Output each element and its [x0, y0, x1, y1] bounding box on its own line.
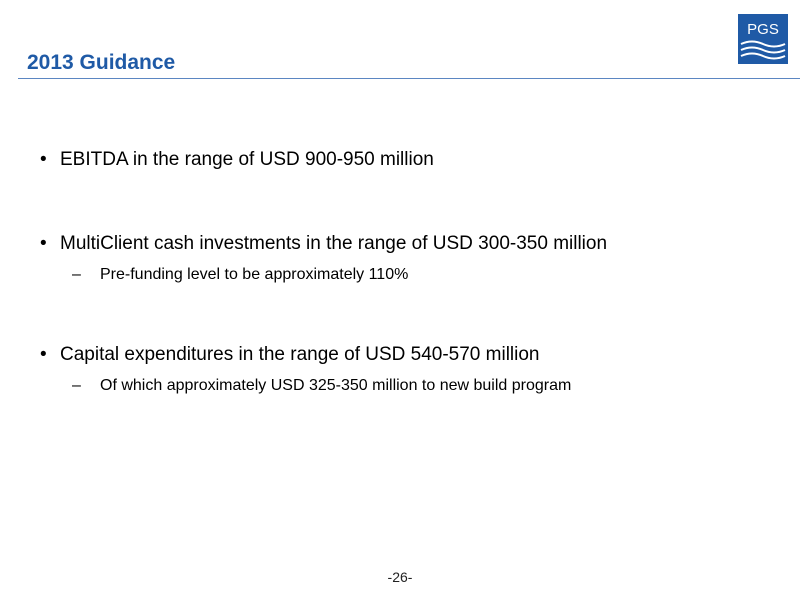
sub-bullet-text: Pre-funding level to be approximately 110% [100, 266, 409, 283]
bullet-ebitda [40, 148, 434, 172]
logo-text: PGS [747, 21, 779, 38]
dash-marker: – [72, 266, 81, 283]
page-number: -26- [387, 569, 413, 585]
bullet-text: MultiClient cash investments in the range of USD 300-350 million [60, 233, 608, 254]
title-divider [18, 78, 800, 79]
bullet-marker: • [40, 149, 47, 170]
bullet-marker: • [40, 344, 47, 365]
bullet-text: Capital expenditures in the range of USD 540-570 million [60, 344, 540, 365]
sub-bullet-prefunding [72, 265, 408, 285]
dash-marker: – [72, 377, 81, 394]
slide-title: 2013 Guidance [27, 51, 176, 74]
bullet-text: EBITDA in the range of USD 900-950 million [60, 149, 434, 170]
sub-bullet-newbuild [72, 376, 571, 396]
bullet-marker: • [40, 233, 47, 254]
sub-bullet-text: Of which approximately USD 325-350 million to new build program [100, 377, 572, 394]
bullet-multiclient [40, 232, 607, 256]
bullet-capex [40, 343, 540, 367]
pgs-logo [738, 14, 788, 64]
